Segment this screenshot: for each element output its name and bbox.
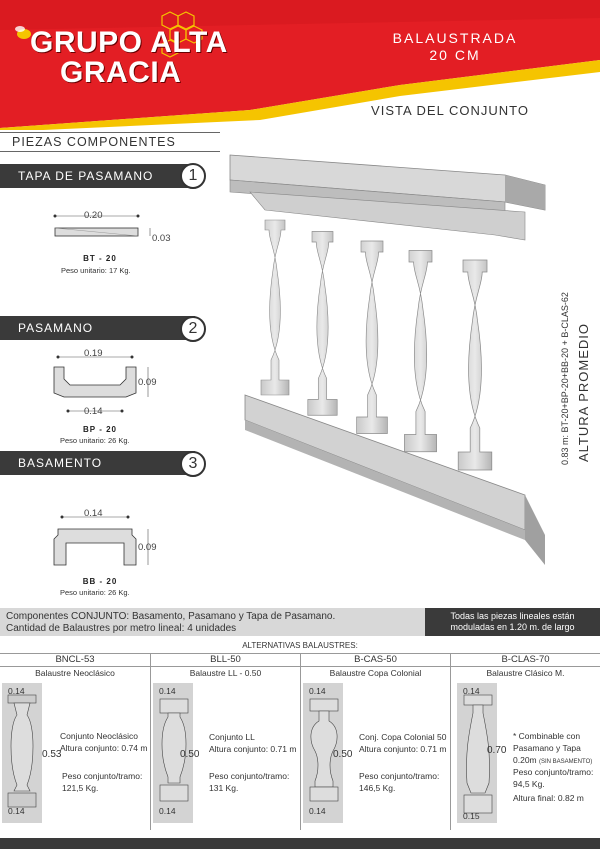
- alt-altura: Altura conjunto: 0.74 m: [60, 743, 148, 753]
- part-bar-pasamano: PASAMANO: [0, 316, 195, 340]
- alt-name: Balaustre LL - 0.50: [189, 668, 262, 678]
- alt-code: B-CAS-50: [301, 653, 450, 667]
- alt-conj: Conj. Copa Colonial 50: [359, 732, 447, 742]
- alt-card-bcas: [300, 653, 450, 830]
- alt-c3: 0.20m: [513, 755, 537, 765]
- alt-bottom-dim: 0.15: [463, 811, 480, 821]
- alternatives-title: ALTERNATIVAS BALAUSTRES:: [242, 641, 358, 650]
- part-bar-tapa: TAPA DE PASAMANO: [0, 164, 195, 188]
- alt-peso: Peso conjunto/tramo:: [62, 771, 143, 781]
- side-label-box: [576, 323, 591, 462]
- alt-top-dim: 0.14: [309, 686, 326, 696]
- part-number-2: 2: [180, 316, 206, 342]
- tapa-height: 0.03: [152, 233, 171, 244]
- tapa-code: BT - 20: [83, 254, 117, 263]
- basamento-width: 0.14: [84, 508, 103, 519]
- alt-altura: Altura conjunto: 0.71 m: [209, 744, 297, 754]
- alt-peso: Peso conjunto/tramo:: [359, 771, 440, 781]
- alt-name: Balaustre Clásico M.: [486, 668, 565, 678]
- pasamano-width: 0.19: [84, 348, 103, 359]
- side-formula: 0.83 m: BT-20+BP-20+BB-20 + B-CLAS-62: [560, 292, 570, 465]
- alt-code: BNCL-53: [0, 653, 150, 667]
- modulation-line2: moduladas en 1.20 m. de largo: [450, 622, 575, 632]
- part-number-3: 3: [180, 451, 206, 477]
- brand-line1: GRUPO ALTA: [30, 26, 228, 59]
- title-line2: 20 CM: [429, 47, 481, 63]
- brand-logo: [30, 28, 228, 88]
- alt-c2: Pasamano y Tapa: [513, 743, 581, 753]
- footer-strip: [0, 838, 600, 849]
- tapa-width: 0.20: [84, 210, 103, 221]
- alt-c3b: (SIN BASAMENTO): [539, 759, 593, 765]
- alt-conj: Conjunto LL: [209, 732, 255, 742]
- alt-bottom-dim: 0.14: [159, 806, 176, 816]
- alt-card-bncl: [0, 653, 150, 830]
- pasamano-code: BP - 20: [83, 425, 117, 434]
- alt-name: Balaustre Copa Colonial: [329, 668, 422, 678]
- brand-line2: GRACIA: [60, 56, 182, 89]
- alt-card-bll: [150, 653, 300, 830]
- part-bar-basamento: BASAMENTO: [0, 451, 195, 475]
- alt-height-dim: 0.50: [180, 749, 200, 760]
- modulation-line1: Todas las piezas lineales están: [450, 611, 575, 621]
- tapa-weight: Peso unitario: 17 Kg.: [61, 266, 131, 275]
- alt-top-dim: 0.14: [159, 686, 176, 696]
- pasamano-width-inner: 0.14: [84, 406, 103, 417]
- alt-conj: * Combinable con: [513, 731, 581, 741]
- alt-height-dim: 0.50: [333, 749, 353, 760]
- tapa-profile-drawing: [40, 200, 170, 250]
- alt-code: B-CLAS-70: [451, 653, 600, 667]
- baluster-neoclasico-drawing: [4, 693, 40, 813]
- alt-height-dim: 0.70: [487, 745, 507, 756]
- alt-bottom-dim: 0.14: [8, 806, 25, 816]
- alt-peso2: 121,5 Kg.: [62, 783, 99, 793]
- components-info: [0, 608, 425, 636]
- alt-card-bclas: [450, 653, 600, 830]
- alt-peso2: 94,5 Kg.: [513, 779, 545, 789]
- title-line1: BALAUSTRADA: [392, 30, 518, 46]
- side-label: ALTURA PROMEDIO: [576, 322, 591, 462]
- alt-altura: Altura conjunto: 0.71 m: [359, 744, 447, 754]
- piezas-heading: PIEZAS COMPONENTES: [0, 132, 220, 152]
- components-line1: Componentes CONJUNTO: Basamento, Pasamano y Tapa de Pasamano.: [6, 611, 336, 622]
- components-line2: Cantidad de Balaustres por metro lineal: 4 unidades: [6, 623, 237, 634]
- alt-peso2: 131 Kg.: [209, 783, 239, 793]
- basamento-weight: Peso unitario: 26 Kg.: [60, 588, 130, 597]
- part-number-1: 1: [180, 163, 206, 189]
- pasamano-height: 0.09: [138, 377, 157, 388]
- side-annotation: [560, 292, 570, 465]
- document-title: [340, 30, 570, 64]
- alt-top-dim: 0.14: [8, 686, 25, 696]
- alt-peso: Peso conjunto/tramo:: [513, 767, 594, 777]
- alt-height-dim: 0.53: [42, 749, 62, 760]
- alt-bottom-dim: 0.14: [309, 806, 326, 816]
- vista-title: VISTA DEL CONJUNTO: [371, 103, 529, 118]
- alt-conj: Conjunto Neoclásico: [60, 731, 138, 741]
- balustrade-illustration: [225, 150, 550, 570]
- pasamano-weight: Peso unitario: 26 Kg.: [60, 436, 130, 445]
- basamento-code: BB - 20: [82, 577, 118, 586]
- alt-top-dim: 0.14: [463, 686, 480, 696]
- alt-peso2: 146,5 Kg.: [359, 783, 396, 793]
- alt-peso: Peso conjunto/tramo:: [209, 771, 290, 781]
- basamento-height: 0.09: [138, 542, 157, 553]
- alt-altura: Altura final: 0.82 m: [513, 793, 584, 803]
- basamento-profile-drawing: [40, 505, 170, 575]
- modulation-note: [425, 608, 600, 636]
- alt-code: BLL-50: [151, 653, 300, 667]
- alt-name: Balaustre Neoclásico: [35, 668, 115, 678]
